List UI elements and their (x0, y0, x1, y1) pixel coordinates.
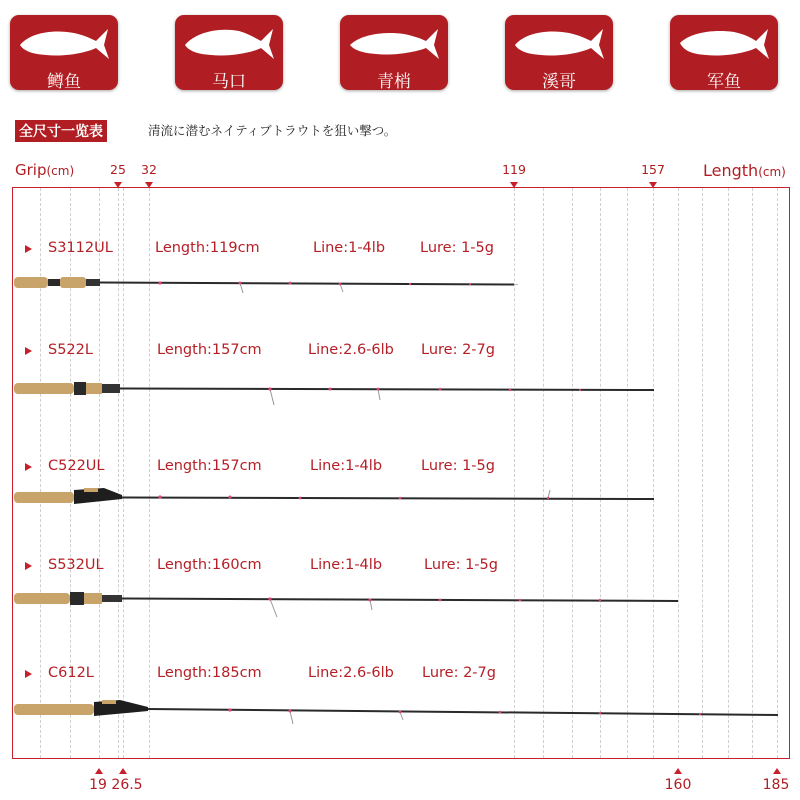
rod-model: S532UL (48, 557, 104, 573)
bottom-tick-label: 185 (762, 777, 790, 793)
length-axis-label: Length(cm) (703, 161, 786, 180)
rod-model: C522UL (48, 458, 105, 474)
rod-c522ul-image (14, 488, 654, 504)
rod-lure: Lure: 1-5g (424, 557, 498, 573)
rod-line: Line:1-4lb (313, 240, 386, 256)
grip-axis-label: Grip(cm) (15, 161, 75, 179)
rod-line: Line:1-4lb (310, 458, 383, 474)
tick-marker (95, 768, 103, 774)
rod-lure: Lure: 2-7g (422, 665, 496, 681)
rod-lure: Lure: 1-5g (421, 458, 495, 474)
fish-button-label: 溪哥 (542, 72, 576, 92)
tick-marker (119, 768, 127, 774)
rod-lure: Lure: 1-5g (420, 240, 494, 256)
rod-length: Length:185cm (157, 665, 262, 681)
bottom-tick-label: 26.5 (111, 777, 143, 793)
fish-button-label: 军鱼 (707, 72, 741, 92)
rod-length: Length:119cm (155, 240, 260, 256)
rod-line: Line:2.6-6lb (308, 342, 394, 358)
fish-button-label: 马口 (212, 72, 246, 92)
fish-button-label: 青梢 (377, 72, 411, 92)
rod-line: Line:1-4lb (310, 557, 383, 573)
rod-model: S522L (48, 342, 93, 358)
rod-length: Length:160cm (157, 557, 262, 573)
rod-model: C612L (48, 665, 94, 681)
rod-s532ul-image (14, 592, 678, 617)
top-tick-label: 119 (502, 162, 526, 177)
rod-line: Line:2.6-6lb (308, 665, 394, 681)
size-chart-subtitle: 清流に潜むネイティブトラウトを狙い撃つ。 (148, 123, 397, 138)
rod-length: Length:157cm (157, 458, 262, 474)
top-tick-label: 25 (110, 162, 126, 177)
rod-lure: Lure: 2-7g (421, 342, 495, 358)
rod-s3112ul-image (14, 277, 518, 293)
fish-button-label: 鳟鱼 (47, 72, 81, 92)
bottom-tick-label: 19 (89, 777, 107, 793)
rod-model: S3112UL (48, 240, 113, 256)
tick-marker (674, 768, 682, 774)
rod-length: Length:157cm (157, 342, 262, 358)
bottom-tick-label: 160 (664, 777, 692, 793)
tick-marker (773, 768, 781, 774)
top-tick-label: 32 (141, 162, 157, 177)
size-chart-heading: 全尺寸一览表 (15, 120, 107, 142)
rod-s522l-image (14, 382, 654, 405)
rod-c612l-image (14, 700, 778, 724)
top-tick-label: 157 (641, 162, 665, 177)
